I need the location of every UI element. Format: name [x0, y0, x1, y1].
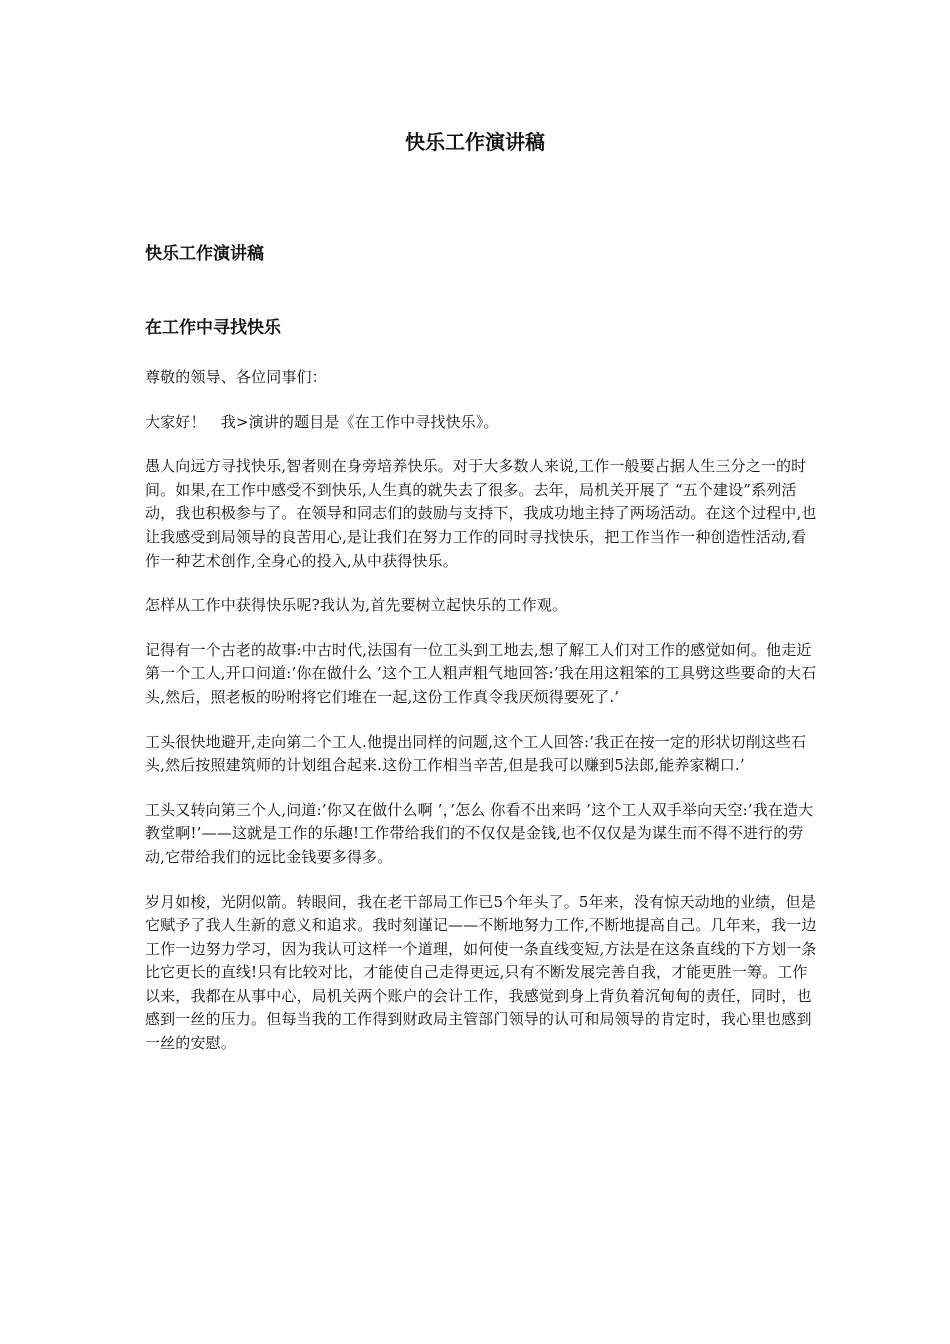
document-body [145, 366, 820, 1077]
section-heading-title: 快乐工作演讲稿 [145, 244, 264, 264]
paragraph-greeting: 大家好！ 我>演讲的题目是《在工作中寻找快乐》。 [145, 412, 499, 431]
paragraph: 怎样从工作中获得快乐呢?我认为,首先要树立起快乐的工作观。 [145, 596, 568, 615]
paragraph: 工头又转向第三个人,问道:’你又在做什么啊 ’，’怎么 你看不出来吗 ’这个工人双手举向天空:’我在造大教堂啊!’——这就是工作的乐趣!工作带给我们的不仅仅是金钱,也不仅仅是为谋生而不得不进行的劳动,它带给我们的远比金钱要多得多。 [145, 800, 814, 866]
paragraph-salutation: 尊敬的领导、各位同事们： [145, 368, 327, 386]
section-heading-subtitle: 在工作中寻找快乐 [145, 318, 281, 338]
document-title: 快乐工作演讲稿 [405, 130, 545, 154]
paragraph: 岁月如梭，光阴似箭。转眼间，我在老干部局工作已5个年头了。5年来，没有惊天动地的业绩，但是它赋予了我人生新的意义和追求。我时刻谨记——不断地努力工作,不断地提高自己。几年来，我一边工作一边努力学习，因为我认可这样一个道理，如何使一条直线变短,方法是在这条直线的下方划一条比它更长的直线!只有比较对比，才能使自己走得更远,只有不断发展完善自我，才能更胜一筹。工作以来，我都在从事中心，局机关两个账户的会计工作，我感觉到身上背负着沉甸甸的责任，同时，也感到一丝的压力。但每当我的工作得到财政局主管部门领导的认可和局领导的肯定时，我心里也感到一丝的安慰。 [145, 892, 817, 1053]
paragraph: 记得有一个古老的故事:中古时代,法国有一位工头到工地去,想了解工人们对工作的感觉如何。他走近第一个工人,开口问道:’你在做什么 ’这个工人粗声粗气地回答:’我在用这粗笨的工具劈这些要命的大石头,然后，照老板的吩咐将它们堆在一起,这份工作真令我厌烦得要死了.’ [145, 640, 817, 706]
paragraph: 工头很快地避开,走向第二个工人.他提出同样的问题,这个工人回答:’我正在按一定的形状切削这些石头,然后按照建筑师的计划组合起来.这份工作相当辛苦,但是我可以赚到5法郎,能养家糊口.’ [145, 732, 807, 775]
paragraph: 愚人向远方寻找快乐,智者则在身旁培养快乐。对于大多数人来说,工作一般要占据人生三分之一的时间。如果,在工作中感受不到快乐,人生真的就失去了很多。去年，局机关开展了 “五个建设”系列活动，我也积极参与了。在领导和同志们的鼓励与支持下，我成功地主持了两场活动。在这个过程中,也让我感受到局领导的良苦用心,是让我们在努力工作的同时寻找快乐，把工作当作一种创造性活动,看作一种艺术创作,全身心的投入,从中获得快乐。 [145, 457, 817, 570]
